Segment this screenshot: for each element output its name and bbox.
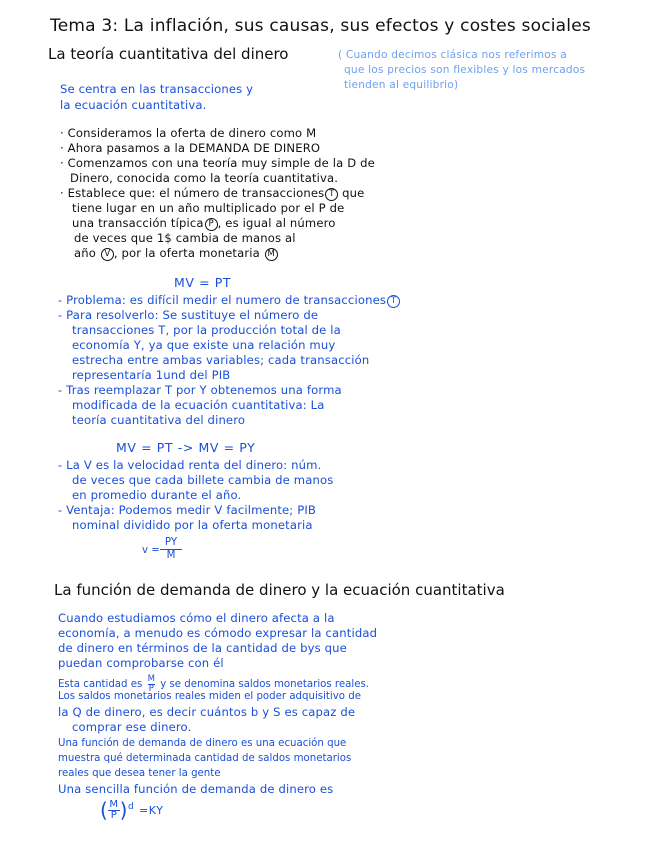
s2-line-12: Una sencilla función de demanda de dinero es xyxy=(58,782,334,796)
intro-line-1: Se centra en las transacciones y xyxy=(60,82,254,96)
equation-mv-py: MV = PT -> MV = PY xyxy=(116,440,256,455)
dash-line-5: estrecha entre ambas variables; cada transacción xyxy=(72,353,370,367)
money-demand-fraction: $\frac{M}{P}$ xyxy=(109,799,119,821)
demand-superscript: d xyxy=(128,801,135,812)
dash-line-2: - Para resolverlo: Se sustituye el número de xyxy=(58,308,319,322)
side-note-line-2: que los precios son flexibles y los mercados xyxy=(344,64,586,76)
s2-line-9: Una función de demanda de dinero es una ecuación que xyxy=(58,738,347,749)
circled-t-icon: T xyxy=(325,188,338,201)
s2-line-1: Cuando estudiamos cómo el dinero afecta a la xyxy=(58,611,335,625)
money-demand-equation: ( $\frac{M}{P}$ )$^d$ =KY xyxy=(100,798,164,822)
dash-line-6: representaría 1und del PIB xyxy=(72,368,231,382)
velocity-formula-lhs: v = xyxy=(142,545,160,556)
dash2-line-5: nominal dividido por la oferta monetaria xyxy=(72,518,313,532)
dash2-line-3: en promedio durante el año. xyxy=(72,488,242,502)
bullet-line-1: · Consideramos la oferta de dinero como M xyxy=(60,126,317,140)
velocity-fraction-numerator: PY xyxy=(160,538,182,550)
real-balances-fraction: $\frac{M}{P}$ xyxy=(147,674,155,694)
circled-p-icon: P xyxy=(205,218,218,231)
intro-line-2: la ecuación cuantitativa. xyxy=(60,98,207,112)
bullet-line-9: año V , por la oferta monetaria M xyxy=(74,248,278,261)
bullet-line-6: tiene lugar en un año multiplicado por el P de xyxy=(72,201,345,215)
dash2-line-2: de veces que cada billete cambia de manos xyxy=(72,473,334,487)
s2-line-4: puedan comprobarse con él xyxy=(58,656,224,670)
circled-m-icon: M xyxy=(265,248,278,261)
s2-line-5: Esta cantidad es $\frac{M}{P}$ y se denomina saldos monetarios reales. xyxy=(58,674,370,694)
page-title: Tema 3: La inflación, sus causas, sus efectos y costes sociales xyxy=(50,16,591,36)
side-note-line-3: tienden al equilibrio) xyxy=(344,79,459,91)
side-note-line-1: ( Cuando decimos clásica nos referimos a xyxy=(338,49,567,61)
equation-mv-pt: MV = PT xyxy=(174,275,232,290)
s2-line-2: economía, a menudo es cómodo expresar la cantidad xyxy=(58,626,378,640)
circled-t-icon: T xyxy=(387,295,400,308)
velocity-fraction xyxy=(160,538,182,561)
dash2-line-1: - La V es la velocidad renta del dinero: núm. xyxy=(58,458,322,472)
dash-line-4: economía Y, ya que existe una relación muy xyxy=(72,338,336,352)
s2-line-8: comprar ese dinero. xyxy=(72,720,192,734)
circled-v-icon: V xyxy=(101,248,114,261)
dash-line-3: transacciones T, por la producción total de la xyxy=(72,323,341,337)
s2-line-7: la Q de dinero, es decir cuántos b y S es capaz de xyxy=(58,705,356,719)
velocity-fraction-denominator: M xyxy=(166,550,176,562)
demand-rhs: =KY xyxy=(138,804,164,817)
dash-line-8: modificada de la ecuación cuantitativa: La xyxy=(72,398,325,412)
s2-line-10: muestra qué determinada cantidad de saldos monetarios xyxy=(58,753,352,764)
s2-line-6: Los saldos monetarios reales miden el poder adquisitivo de xyxy=(58,691,361,702)
section2-heading: La función de demanda de dinero y la ecuación cuantitativa xyxy=(54,581,505,599)
bullet-line-8: de veces que 1$ cambia de manos al xyxy=(74,231,296,245)
dash-line-1: - Problema: es difícil medir el numero de transacciones T xyxy=(58,295,400,308)
section1-heading: La teoría cuantitativa del dinero xyxy=(48,45,289,63)
bullet-line-2: · Ahora pasamos a la DEMANDA DE DINERO xyxy=(60,141,321,155)
bullet-line-7: una transacción típica P , es igual al número xyxy=(72,216,336,230)
dash-line-9: teoría cuantitativa del dinero xyxy=(72,413,246,427)
bullet-line-4: Dinero, conocida como la teoría cuantitativa. xyxy=(70,171,339,185)
bullet-line-5: · Establece que: el número de transacciones T que xyxy=(60,186,365,200)
bullet-line-3: · Comenzamos con una teoría muy simple de la D de xyxy=(60,156,375,170)
dash2-line-4: - Ventaja: Podemos medir V facilmente; PIB xyxy=(58,503,317,517)
s2-line-11: reales que desea tener la gente xyxy=(58,768,221,779)
s2-line-3: de dinero en términos de la cantidad de bys que xyxy=(58,641,347,655)
dash-line-7: - Tras reemplazar T por Y obtenemos una forma xyxy=(58,383,342,397)
